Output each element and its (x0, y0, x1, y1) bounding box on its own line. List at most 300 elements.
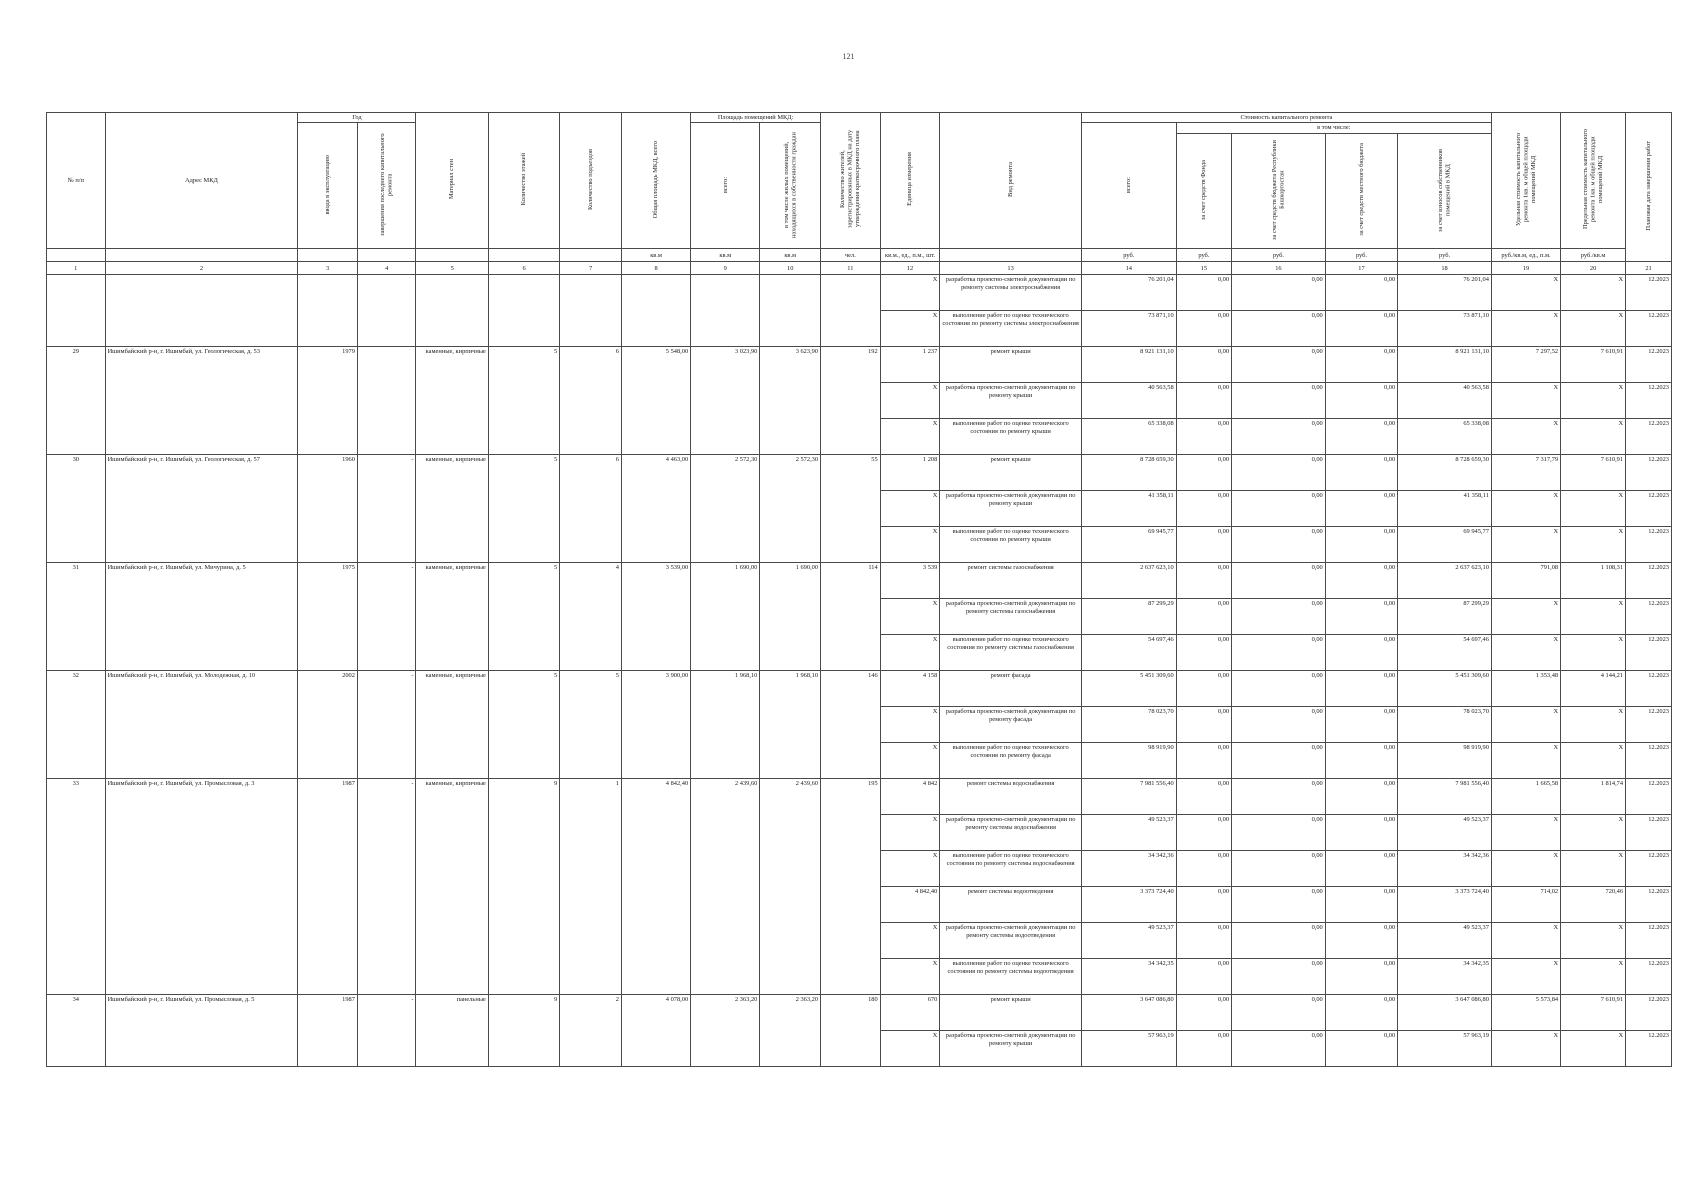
building-address: Ишимбайский р-н, г. Ишимбай, ул. Промысловая, д. 5 (105, 995, 298, 1067)
unit-value: X (880, 707, 940, 743)
deadline: 12.2023 (1626, 275, 1672, 311)
column-number: 14 (1081, 262, 1176, 275)
unit-cell: руб. (1398, 249, 1492, 262)
total-area: 4 842,40 (621, 779, 690, 995)
unit-cell: кв.м (760, 249, 821, 262)
row-number: 34 (47, 995, 106, 1067)
empty-cell (105, 275, 298, 347)
limit-cost: X (1561, 1031, 1626, 1067)
cost-total: 57 963,19 (1081, 1031, 1176, 1067)
header-residents: Количество жителей, зарегистрированных в МКД на дату утверждения краткосрочного плана (821, 113, 881, 249)
cost-total: 41 358,11 (1081, 491, 1176, 527)
header-cost-incl: в том числе: (1176, 123, 1491, 133)
cost-total: 78 023,70 (1081, 707, 1176, 743)
column-number: 16 (1232, 262, 1326, 275)
unit-value: X (880, 419, 940, 455)
cost-total: 34 342,36 (1081, 851, 1176, 887)
unit-value: 4 158 (880, 671, 940, 707)
empty-cell (488, 275, 559, 347)
unit-value: X (880, 311, 940, 347)
limit-cost: X (1561, 527, 1626, 563)
page-number: 121 (842, 52, 855, 61)
residents-count: 195 (821, 779, 881, 995)
cost-local: 0,00 (1325, 995, 1397, 1031)
header-cost-total: всего: (1081, 123, 1176, 249)
premises-area: 2 363,20 (691, 995, 760, 1067)
cost-owners: 8 728 659,30 (1398, 455, 1492, 491)
cost-republic: 0,00 (1232, 995, 1326, 1031)
cost-fund: 0,00 (1176, 383, 1231, 419)
cost-fund: 0,00 (1176, 959, 1231, 995)
work-type: ремонт системы водоотведения (940, 887, 1082, 923)
work-type: разработка проектно-сметной документации по ремонту системы электроснабжения (940, 275, 1082, 311)
empty-cell (298, 275, 358, 347)
premises-area: 3 023,90 (691, 347, 760, 455)
work-type: выполнение работ по оценке технического состояния по ремонту системы водоотведения (940, 959, 1082, 995)
cost-owners: 40 563,58 (1398, 383, 1492, 419)
cost-local: 0,00 (1325, 1031, 1397, 1067)
unit-value: 1 237 (880, 347, 940, 383)
year-last-repair: - (357, 995, 416, 1067)
cost-local: 0,00 (1325, 671, 1397, 707)
cost-owners: 73 871,10 (1398, 311, 1492, 347)
building-address: Ишимбайский р-н, г. Ишимбай, ул. Геологическая, д. 57 (105, 455, 298, 563)
unit-value: X (880, 1031, 940, 1067)
empty-cell (416, 275, 488, 347)
cost-republic: 0,00 (1232, 671, 1326, 707)
cost-total: 76 201,04 (1081, 275, 1176, 311)
entrances-count: 2 (560, 995, 622, 1067)
entrances-count: 5 (560, 671, 622, 779)
unit-cell (416, 249, 488, 262)
cost-local: 0,00 (1325, 419, 1397, 455)
header-cost-local: за счет средств местного бюджета (1325, 133, 1397, 248)
floors-count: 5 (488, 455, 559, 563)
cost-republic: 0,00 (1232, 275, 1326, 311)
owned-area: 3 623,90 (760, 347, 821, 455)
cost-fund: 0,00 (1176, 455, 1231, 491)
column-number: 4 (357, 262, 416, 275)
empty-cell (691, 275, 760, 347)
unit-cost: X (1491, 923, 1560, 959)
cost-owners: 49 523,37 (1398, 923, 1492, 959)
cost-fund: 0,00 (1176, 527, 1231, 563)
header-year-last-repair: завершения последнего капитального ремонта (357, 123, 416, 249)
empty-cell (760, 275, 821, 347)
work-type: разработка проектно-сметной документации по ремонту крыши (940, 1031, 1082, 1067)
limit-cost: 4 144,21 (1561, 671, 1626, 707)
header-premises-owned: в том числе жилых помещений, находящихся в собственности граждан (760, 123, 821, 249)
header-total-area: Общая площадь МКД, всего (621, 113, 690, 249)
table-row (47, 779, 1672, 815)
column-number: 10 (760, 262, 821, 275)
year-commission: 1960 (298, 455, 358, 563)
cost-local: 0,00 (1325, 851, 1397, 887)
cost-owners: 54 697,46 (1398, 635, 1492, 671)
deadline: 12.2023 (1626, 671, 1672, 707)
cost-owners: 57 963,19 (1398, 1031, 1492, 1067)
cost-total: 5 451 309,60 (1081, 671, 1176, 707)
deadline: 12.2023 (1626, 887, 1672, 923)
table-row (47, 563, 1672, 599)
cost-fund: 0,00 (1176, 635, 1231, 671)
premises-area: 1 968,10 (691, 671, 760, 779)
table-header (47, 113, 1672, 275)
work-type: разработка проектно-сметной документации по ремонту системы водоотведения (940, 923, 1082, 959)
limit-cost: X (1561, 383, 1626, 419)
deadline: 12.2023 (1626, 851, 1672, 887)
cost-fund: 0,00 (1176, 887, 1231, 923)
cost-total: 49 523,37 (1081, 923, 1176, 959)
cost-total: 3 373 724,40 (1081, 887, 1176, 923)
deadline: 12.2023 (1626, 923, 1672, 959)
cost-fund: 0,00 (1176, 311, 1231, 347)
work-type: разработка проектно-сметной документации по ремонту системы водоснабжения (940, 815, 1082, 851)
residents-count: 146 (821, 671, 881, 779)
row-number: 31 (47, 563, 106, 671)
unit-value: X (880, 599, 940, 635)
unit-cell: чел. (821, 249, 881, 262)
cost-owners: 8 921 131,10 (1398, 347, 1492, 383)
entrances-count: 6 (560, 455, 622, 563)
header-wall-material: Материал стен (416, 113, 488, 249)
building-address: Ишимбайский р-н, г. Ишимбай, ул. Геологическая, д. 53 (105, 347, 298, 455)
unit-value: 670 (880, 995, 940, 1031)
cost-total: 3 647 086,80 (1081, 995, 1176, 1031)
column-number: 15 (1176, 262, 1231, 275)
limit-cost: X (1561, 635, 1626, 671)
cost-total: 65 338,08 (1081, 419, 1176, 455)
column-number: 2 (105, 262, 298, 275)
work-type: ремонт крыши (940, 995, 1082, 1031)
unit-cell: руб./кв.м, ед., п.м. (1491, 249, 1560, 262)
deadline: 12.2023 (1626, 563, 1672, 599)
cost-fund: 0,00 (1176, 671, 1231, 707)
year-commission: 2002 (298, 671, 358, 779)
wall-material: каменные, кирпичные (416, 671, 488, 779)
column-number: 5 (416, 262, 488, 275)
header-limit-cost: Предельная стоимость капитального ремонта 1кв. м общей площади помещений МКД (1561, 113, 1626, 249)
limit-cost: 7 610,91 (1561, 995, 1626, 1031)
header-cost-republic: за счет средств бюджета Республики Башкортостан (1232, 133, 1326, 248)
unit-cost: X (1491, 707, 1560, 743)
owned-area: 1 968,10 (760, 671, 821, 779)
total-area: 4 078,00 (621, 995, 690, 1067)
column-number: 19 (1491, 262, 1560, 275)
limit-cost: X (1561, 959, 1626, 995)
building-address: Ишимбайский р-н, г. Ишимбай, ул. Мичурина, д. 5 (105, 563, 298, 671)
total-area: 3 539,00 (621, 563, 690, 671)
column-number: 6 (488, 262, 559, 275)
work-type: выполнение работ по оценке технического состояния по ремонту системы водоснабжения (940, 851, 1082, 887)
empty-cell (47, 275, 106, 347)
unit-cost: X (1491, 491, 1560, 527)
cost-republic: 0,00 (1232, 527, 1326, 563)
year-commission: 1979 (298, 347, 358, 455)
empty-cell (357, 275, 416, 347)
empty-cell (560, 275, 622, 347)
limit-cost: X (1561, 743, 1626, 779)
work-type: выполнение работ по оценке технического состояния по ремонту фасада (940, 743, 1082, 779)
entrances-count: 1 (560, 779, 622, 995)
unit-cell (560, 249, 622, 262)
deadline: 12.2023 (1626, 311, 1672, 347)
cost-total: 69 945,77 (1081, 527, 1176, 563)
header-premises-group: Площадь помещений МКД: (691, 113, 821, 123)
empty-cell (621, 275, 690, 347)
row-number: 30 (47, 455, 106, 563)
unit-cost: 1 353,48 (1491, 671, 1560, 707)
cost-owners: 34 342,36 (1398, 851, 1492, 887)
unit-value: X (880, 635, 940, 671)
floors-count: 9 (488, 779, 559, 995)
cost-local: 0,00 (1325, 455, 1397, 491)
cost-total: 7 981 556,40 (1081, 779, 1176, 815)
deadline: 12.2023 (1626, 1031, 1672, 1067)
wall-material: каменные, кирпичные (416, 347, 488, 455)
table-row (47, 347, 1672, 383)
unit-cost: X (1491, 743, 1560, 779)
header-work-type: Вид ремонта (940, 113, 1082, 249)
cost-local: 0,00 (1325, 815, 1397, 851)
cost-republic: 0,00 (1232, 599, 1326, 635)
limit-cost: X (1561, 599, 1626, 635)
cost-owners: 98 919,90 (1398, 743, 1492, 779)
unit-value: X (880, 491, 940, 527)
cost-owners: 78 023,70 (1398, 707, 1492, 743)
unit-cost: X (1491, 275, 1560, 311)
column-number: 20 (1561, 262, 1626, 275)
entrances-count: 6 (560, 347, 622, 455)
floors-count: 5 (488, 347, 559, 455)
year-last-repair: - (357, 455, 416, 563)
work-type: ремонт системы водоснабжения (940, 779, 1082, 815)
cost-fund: 0,00 (1176, 1031, 1231, 1067)
cost-owners: 5 451 309,60 (1398, 671, 1492, 707)
residents-count: 114 (821, 563, 881, 671)
deadline: 12.2023 (1626, 707, 1672, 743)
limit-cost: X (1561, 275, 1626, 311)
unit-value: X (880, 383, 940, 419)
header-address: Адрес МКД (105, 113, 298, 249)
row-number: 29 (47, 347, 106, 455)
work-type: выполнение работ по оценке технического состояния по ремонту крыши (940, 527, 1082, 563)
deadline: 12.2023 (1626, 995, 1672, 1031)
table-row (47, 995, 1672, 1031)
table-row (47, 275, 1672, 311)
limit-cost: 7 610,91 (1561, 455, 1626, 491)
cost-fund: 0,00 (1176, 599, 1231, 635)
limit-cost: X (1561, 491, 1626, 527)
unit-value: X (880, 923, 940, 959)
unit-cost: X (1491, 1031, 1560, 1067)
unit-cell: кв.м., ед., п.м., шт. (880, 249, 940, 262)
header-unit: Единица измерения (880, 113, 940, 249)
cost-fund: 0,00 (1176, 491, 1231, 527)
cost-total: 49 523,37 (1081, 815, 1176, 851)
cost-owners: 2 637 623,10 (1398, 563, 1492, 599)
cost-total: 54 697,46 (1081, 635, 1176, 671)
unit-value: 3 539 (880, 563, 940, 599)
cost-republic: 0,00 (1232, 311, 1326, 347)
cost-republic: 0,00 (1232, 491, 1326, 527)
cost-total: 73 871,10 (1081, 311, 1176, 347)
deadline: 12.2023 (1626, 959, 1672, 995)
cost-republic: 0,00 (1232, 851, 1326, 887)
cost-local: 0,00 (1325, 635, 1397, 671)
year-last-repair (357, 347, 416, 455)
work-type: разработка проектно-сметной документации по ремонту фасада (940, 707, 1082, 743)
unit-cell (357, 249, 416, 262)
cost-local: 0,00 (1325, 275, 1397, 311)
column-number: 8 (621, 262, 690, 275)
unit-cell: кв.м (621, 249, 690, 262)
year-last-repair: - (357, 779, 416, 995)
deadline: 12.2023 (1626, 743, 1672, 779)
column-number: 21 (1626, 262, 1672, 275)
cost-owners: 69 945,77 (1398, 527, 1492, 563)
work-type: ремонт крыши (940, 455, 1082, 491)
cost-fund: 0,00 (1176, 923, 1231, 959)
wall-material: панельные (416, 995, 488, 1067)
building-address: Ишимбайский р-н, г. Ишимбай, ул. Промысловая, д. 3 (105, 779, 298, 995)
limit-cost: X (1561, 419, 1626, 455)
cost-owners: 87 299,29 (1398, 599, 1492, 635)
empty-cell (821, 275, 881, 347)
year-last-repair: - (357, 563, 416, 671)
cost-fund: 0,00 (1176, 815, 1231, 851)
cost-republic: 0,00 (1232, 455, 1326, 491)
cost-owners: 3 647 086,80 (1398, 995, 1492, 1031)
work-type: разработка проектно-сметной документации по ремонту системы газоснабжения (940, 599, 1082, 635)
deadline: 12.2023 (1626, 635, 1672, 671)
residents-count: 55 (821, 455, 881, 563)
deadline: 12.2023 (1626, 599, 1672, 635)
work-type: разработка проектно-сметной документации по ремонту крыши (940, 383, 1082, 419)
table-row (47, 671, 1672, 707)
unit-cost: 7 297,52 (1491, 347, 1560, 383)
work-type: выполнение работ по оценке технического состояния по ремонту системы газоснабжения (940, 635, 1082, 671)
cost-local: 0,00 (1325, 347, 1397, 383)
limit-cost: X (1561, 815, 1626, 851)
unit-value: X (880, 275, 940, 311)
cost-local: 0,00 (1325, 311, 1397, 347)
limit-cost: X (1561, 311, 1626, 347)
unit-cost: 7 317,79 (1491, 455, 1560, 491)
header-deadline: Плановая дата завершения работ (1626, 113, 1672, 262)
cost-republic: 0,00 (1232, 959, 1326, 995)
cost-republic: 0,00 (1232, 383, 1326, 419)
residents-count: 180 (821, 995, 881, 1067)
header-num: № п/п (47, 113, 106, 249)
deadline: 12.2023 (1626, 419, 1672, 455)
column-number: 3 (298, 262, 358, 275)
year-commission: 1987 (298, 779, 358, 995)
table-row (47, 455, 1672, 491)
cost-owners: 7 981 556,40 (1398, 779, 1492, 815)
unit-cost: X (1491, 959, 1560, 995)
premises-area: 2 439,60 (691, 779, 760, 995)
cost-local: 0,00 (1325, 923, 1397, 959)
deadline: 12.2023 (1626, 779, 1672, 815)
unit-cell (105, 249, 298, 262)
deadline: 12.2023 (1626, 815, 1672, 851)
cost-republic: 0,00 (1232, 887, 1326, 923)
limit-cost: X (1561, 851, 1626, 887)
limit-cost: 7 610,91 (1561, 347, 1626, 383)
units-row (47, 249, 1672, 262)
column-number: 1 (47, 262, 106, 275)
cost-owners: 65 338,08 (1398, 419, 1492, 455)
cost-local: 0,00 (1325, 527, 1397, 563)
unit-cell: руб. (1325, 249, 1397, 262)
unit-cost: X (1491, 311, 1560, 347)
floors-count: 5 (488, 563, 559, 671)
unit-cell (47, 249, 106, 262)
row-number: 32 (47, 671, 106, 779)
year-commission: 1975 (298, 563, 358, 671)
cost-local: 0,00 (1325, 779, 1397, 815)
unit-value: X (880, 527, 940, 563)
cost-total: 2 637 623,10 (1081, 563, 1176, 599)
cost-local: 0,00 (1325, 383, 1397, 419)
cost-fund: 0,00 (1176, 707, 1231, 743)
deadline: 12.2023 (1626, 527, 1672, 563)
cost-local: 0,00 (1325, 743, 1397, 779)
floors-count: 9 (488, 995, 559, 1067)
owned-area: 2 572,30 (760, 455, 821, 563)
cost-total: 8 728 659,30 (1081, 455, 1176, 491)
unit-cell (298, 249, 358, 262)
column-number: 7 (560, 262, 622, 275)
total-area: 4 463,00 (621, 455, 690, 563)
owned-area: 2 439,60 (760, 779, 821, 995)
cost-fund: 0,00 (1176, 419, 1231, 455)
cost-republic: 0,00 (1232, 419, 1326, 455)
limit-cost: 720,46 (1561, 887, 1626, 923)
unit-cost: 714,02 (1491, 887, 1560, 923)
cost-owners: 49 523,37 (1398, 815, 1492, 851)
deadline: 12.2023 (1626, 347, 1672, 383)
cost-owners: 41 358,11 (1398, 491, 1492, 527)
column-numbers-row (47, 262, 1672, 275)
unit-cell (488, 249, 559, 262)
unit-cell (940, 249, 1082, 262)
unit-cost: 1 665,58 (1491, 779, 1560, 815)
deadline: 12.2023 (1626, 383, 1672, 419)
header-unit-cost: Удельная стоимость капитального ремонта 1кв. м общей площади помещений МКД (1491, 113, 1560, 249)
cost-fund: 0,00 (1176, 995, 1231, 1031)
cost-owners: 76 201,04 (1398, 275, 1492, 311)
unit-value: X (880, 815, 940, 851)
limit-cost: X (1561, 707, 1626, 743)
cost-republic: 0,00 (1232, 743, 1326, 779)
owned-area: 2 363,20 (760, 995, 821, 1067)
deadline: 12.2023 (1626, 455, 1672, 491)
column-number: 18 (1398, 262, 1492, 275)
residents-count: 192 (821, 347, 881, 455)
unit-cost: 5 573,84 (1491, 995, 1560, 1031)
header-cost-owners: за счет взносов собственников помещений в МКД (1398, 133, 1492, 248)
cost-fund: 0,00 (1176, 851, 1231, 887)
unit-cost: X (1491, 599, 1560, 635)
deadline: 12.2023 (1626, 491, 1672, 527)
cost-republic: 0,00 (1232, 635, 1326, 671)
work-type: выполнение работ по оценке технического состояния по ремонту системы электроснабжения (940, 311, 1082, 347)
unit-cost: X (1491, 851, 1560, 887)
unit-cost: X (1491, 527, 1560, 563)
total-area: 3 900,00 (621, 671, 690, 779)
